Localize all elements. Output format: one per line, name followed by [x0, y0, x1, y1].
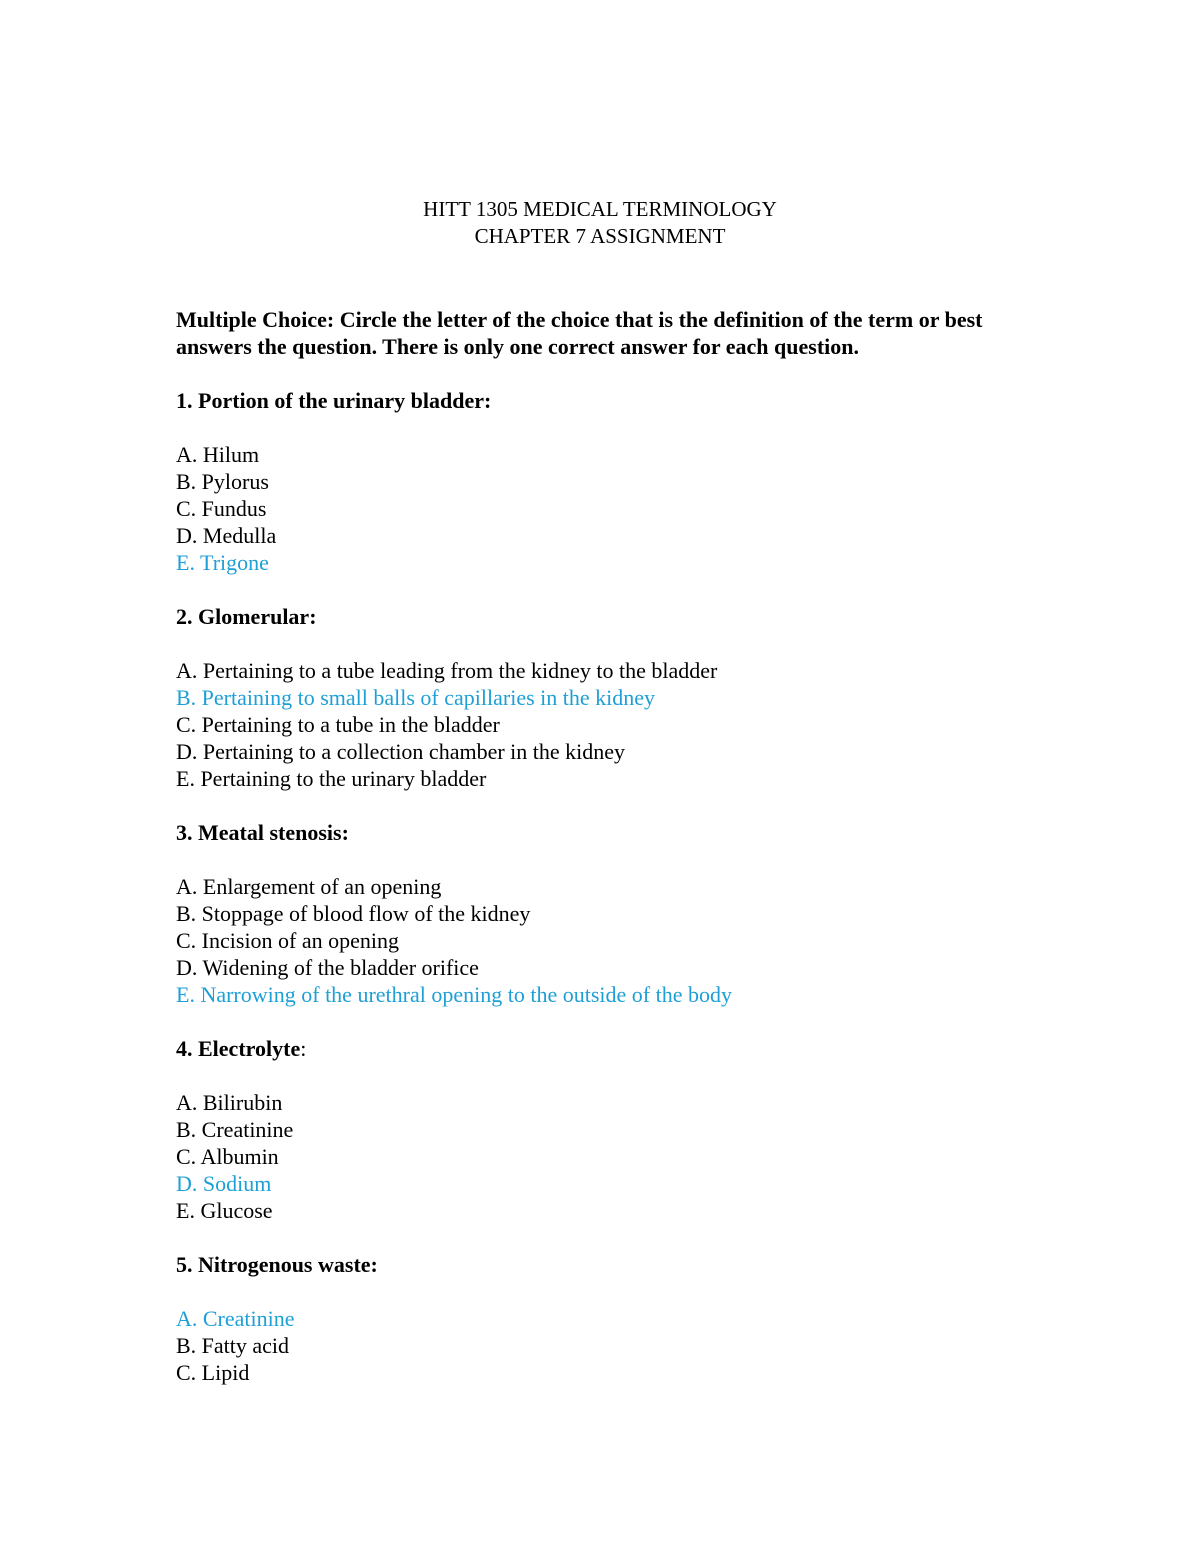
- question-3-option-d: D. Widening of the bladder orifice: [176, 955, 479, 980]
- question-2-option-c: C. Pertaining to a tube in the bladder: [176, 712, 500, 737]
- question-5-option-a: A. Creatinine: [176, 1306, 295, 1331]
- question-1-option-b: B. Pylorus: [176, 469, 269, 494]
- question-5-options: [176, 1305, 1036, 1386]
- question-2-option-e: E. Pertaining to the urinary bladder: [176, 766, 487, 791]
- question-5-option-c: C. Lipid: [176, 1360, 250, 1385]
- instructions: Multiple Choice: Circle the letter of the choice that is the definition of the term or best answers the question. There is only one correct answer for each question.: [176, 307, 983, 359]
- question-2-option-a: A. Pertaining to a tube leading from the kidney to the bladder: [176, 658, 718, 683]
- course-title: HITT 1305 MEDICAL TERMINOLOGY: [423, 197, 777, 221]
- document-header: [0, 196, 1200, 250]
- question-4-options: [176, 1089, 1036, 1224]
- question-4-option-b: B. Creatinine: [176, 1117, 294, 1142]
- question-3-options: [176, 873, 1036, 1008]
- question-2-option-d: D. Pertaining to a collection chamber in the kidney: [176, 739, 626, 764]
- question-1-option-c: C. Fundus: [176, 496, 267, 521]
- question-2-option-b: B. Pertaining to small balls of capillaries in the kidney: [176, 685, 656, 710]
- question-3-option-b: B. Stoppage of blood flow of the kidney: [176, 901, 531, 926]
- question-3-option-a: A. Enlargement of an opening: [176, 874, 442, 899]
- question-1-option-e: E. Trigone: [176, 550, 269, 575]
- question-5-prompt: 5. Nitrogenous waste:: [176, 1252, 378, 1277]
- assignment-title: CHAPTER 7 ASSIGNMENT: [474, 224, 726, 248]
- question-4-option-a: A. Bilirubin: [176, 1090, 283, 1115]
- question-1-prompt: 1. Portion of the urinary bladder:: [176, 388, 492, 413]
- question-4-prompt-term: 4. Electrolyte: [176, 1036, 301, 1061]
- question-1-option-d: D. Medulla: [176, 523, 277, 548]
- question-3-prompt: 3. Meatal stenosis:: [176, 820, 349, 845]
- question-4-option-c: C. Albumin: [176, 1144, 279, 1169]
- question-1-option-a: A. Hilum: [176, 442, 260, 467]
- question-4-option-e: E. Glucose: [176, 1198, 273, 1223]
- question-2-prompt: 2. Glomerular:: [176, 604, 317, 629]
- question-3-option-e: E. Narrowing of the urethral opening to the outside of the body: [176, 982, 732, 1007]
- question-3-option-c: C. Incision of an opening: [176, 928, 400, 953]
- question-2-options: [176, 657, 1036, 792]
- question-5-option-b: B. Fatty acid: [176, 1333, 290, 1358]
- document-body: [176, 306, 1036, 1386]
- question-4-option-d: D. Sodium: [176, 1171, 272, 1196]
- question-4-prompt: [176, 1035, 1036, 1062]
- question-1-options: [176, 441, 1036, 576]
- question-4-prompt-colon: :: [300, 1036, 307, 1061]
